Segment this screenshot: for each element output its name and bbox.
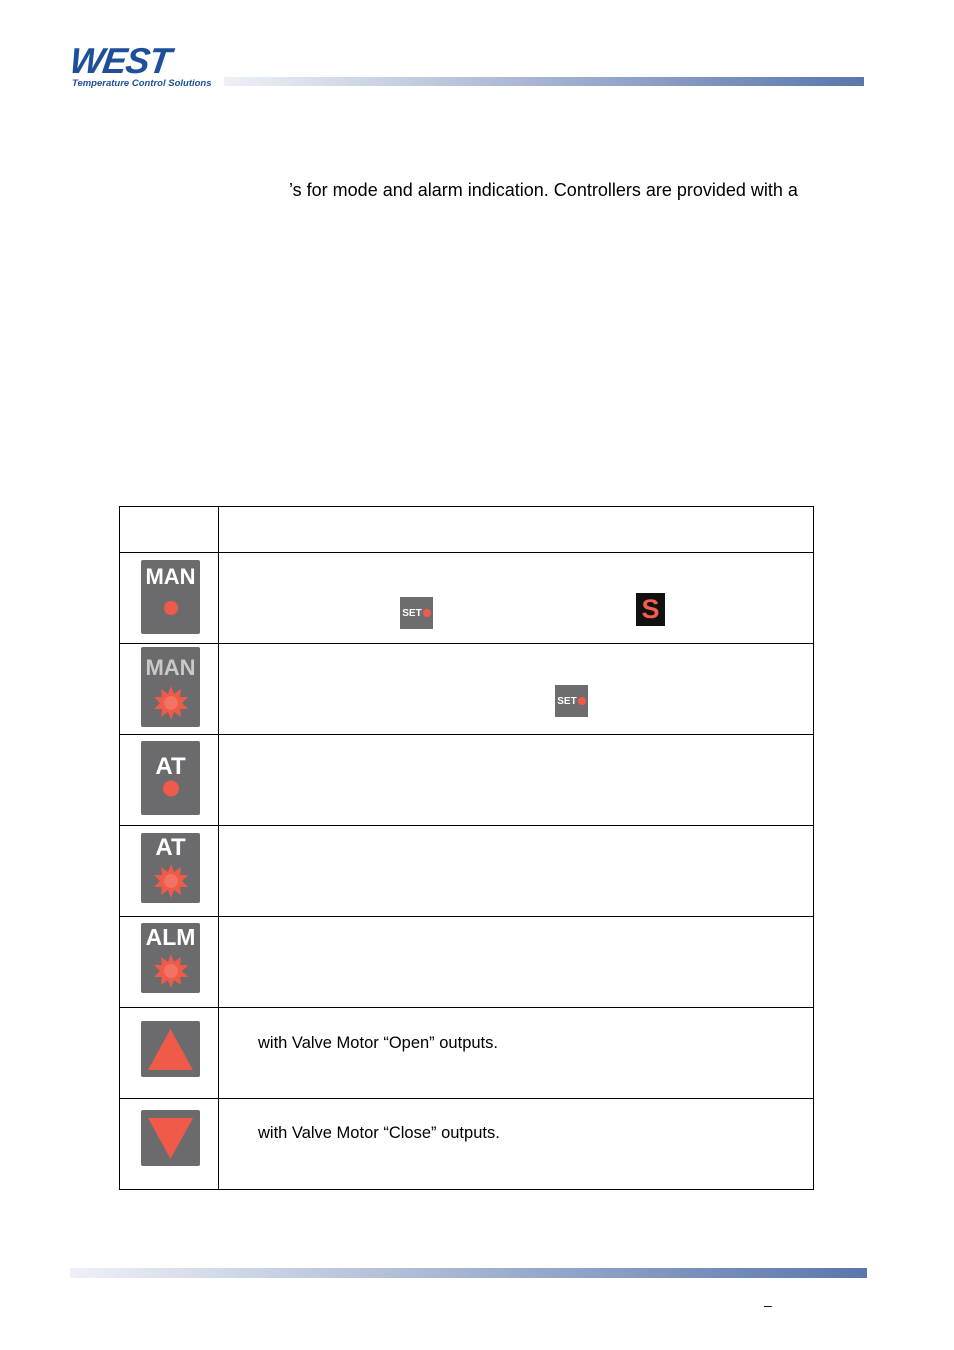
led-label: AT <box>155 753 186 780</box>
led-up-arrow-icon <box>141 1021 200 1077</box>
table-header-row <box>120 507 814 553</box>
west-logo <box>67 40 230 92</box>
table-row <box>120 1008 814 1099</box>
down-triangle-icon <box>146 1115 195 1161</box>
led-man-flashing-icon <box>141 647 200 727</box>
led-dot-icon <box>162 780 179 797</box>
led-at-flashing-icon <box>141 833 200 903</box>
table-row <box>120 553 814 644</box>
intro-paragraph: ’s for mode and alarm indication. Controllers are provided with a <box>289 180 798 200</box>
logo-tagline: Temperature Control Solutions <box>72 78 212 89</box>
set-key-icon <box>400 597 433 629</box>
led-flash-burst-icon <box>153 685 189 721</box>
led-flash-burst-icon <box>153 863 189 899</box>
header-cell-description <box>219 507 814 553</box>
set-key-label: SET <box>402 607 422 619</box>
logo-wordmark: WEST <box>67 40 173 81</box>
header-cell-indicator <box>120 507 219 553</box>
table-row <box>120 735 814 826</box>
led-indicator-table <box>119 506 814 1190</box>
led-label: MAN <box>145 655 196 680</box>
set-key-icon <box>555 685 588 717</box>
table-row <box>120 917 814 1008</box>
set-key-label: SET <box>557 695 577 707</box>
row-description: with Valve Motor “Open” outputs. <box>258 1034 498 1052</box>
led-flash-burst-icon <box>153 953 189 989</box>
led-label: MAN <box>145 564 196 589</box>
table-row <box>120 1099 814 1190</box>
row-description: with Valve Motor “Close” outputs. <box>258 1124 500 1142</box>
led-label: ALM <box>145 924 196 950</box>
page-number: – <box>764 1297 772 1313</box>
table-row <box>120 826 814 917</box>
led-man-steady-icon <box>141 560 200 634</box>
table-row <box>120 644 814 735</box>
s-key-icon: S <box>636 593 665 626</box>
led-down-arrow-icon <box>141 1110 200 1166</box>
up-triangle-icon <box>146 1026 195 1072</box>
led-at-steady-icon <box>141 741 200 815</box>
footer-gradient-bar <box>70 1268 867 1278</box>
header-gradient-bar <box>224 77 864 86</box>
led-alm-flashing-icon <box>141 923 200 993</box>
led-dot-icon <box>163 600 179 616</box>
led-label: AT <box>155 834 186 861</box>
